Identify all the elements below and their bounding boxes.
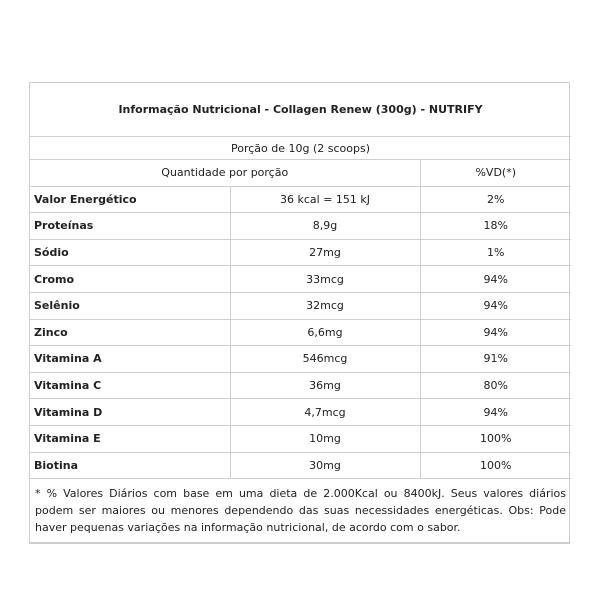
title-row (30, 83, 571, 137)
nutrient-amount: 4,7mcg (230, 399, 420, 426)
header-row (30, 160, 571, 187)
footnote-row (30, 479, 571, 543)
portion-size: Porção de 10g (2 scoops) (30, 137, 571, 160)
portion-row (30, 137, 571, 160)
nutrient-vd: 1% (420, 239, 571, 266)
nutrient-name: Valor Energético (30, 186, 230, 213)
nutrient-amount: 546mcg (230, 346, 420, 373)
nutrient-name: Zinco (30, 319, 230, 346)
nutrient-name: Vitamina A (30, 346, 230, 373)
nutrient-vd: 18% (420, 213, 571, 240)
nutrient-amount: 10mg (230, 425, 420, 452)
nutrient-vd: 2% (420, 186, 571, 213)
nutrient-vd: 94% (420, 399, 571, 426)
table-title: Informação Nutricional - Collagen Renew (300g) - NUTRIFY (30, 83, 571, 137)
vd-header: %VD(*) (420, 160, 571, 187)
table-row (30, 239, 571, 266)
table-row (30, 319, 571, 346)
nutrient-name: Selênio (30, 292, 230, 319)
nutrient-amount: 6,6mg (230, 319, 420, 346)
nutrient-vd: 91% (420, 346, 571, 373)
nutrient-vd: 100% (420, 425, 571, 452)
table-row (30, 346, 571, 373)
nutrient-name: Biotina (30, 452, 230, 479)
table-row (30, 186, 571, 213)
nutrient-amount: 27mg (230, 239, 420, 266)
table-row (30, 266, 571, 293)
table-row (30, 372, 571, 399)
nutrient-vd: 94% (420, 319, 571, 346)
nutrition-facts-panel (29, 82, 570, 544)
nutrient-vd: 80% (420, 372, 571, 399)
nutrient-name: Proteínas (30, 213, 230, 240)
nutrient-amount: 30mg (230, 452, 420, 479)
nutrient-amount: 32mcg (230, 292, 420, 319)
quantity-header: Quantidade por porção (30, 160, 420, 187)
nutrient-name: Vitamina C (30, 372, 230, 399)
nutrition-table (30, 83, 571, 543)
table-row (30, 452, 571, 479)
nutrient-vd: 94% (420, 292, 571, 319)
footnote: * % Valores Diários com base em uma dieta de 2.000Kcal ou 8400kJ. Seus valores diários podem ser maiores ou menores dependendo das suas necessidades energéticas. Obs: Pode haver pequenas variações na informação nutricional, de acordo com o sabor. (30, 479, 571, 543)
table-row (30, 292, 571, 319)
nutrient-name: Vitamina D (30, 399, 230, 426)
table-row (30, 399, 571, 426)
nutrient-name: Sódio (30, 239, 230, 266)
table-row (30, 425, 571, 452)
nutrient-name: Vitamina E (30, 425, 230, 452)
nutrient-amount: 8,9g (230, 213, 420, 240)
nutrient-amount: 36 kcal = 151 kJ (230, 186, 420, 213)
nutrient-vd: 94% (420, 266, 571, 293)
table-row (30, 213, 571, 240)
nutrient-amount: 33mcg (230, 266, 420, 293)
nutrient-name: Cromo (30, 266, 230, 293)
nutrient-vd: 100% (420, 452, 571, 479)
nutrient-amount: 36mg (230, 372, 420, 399)
